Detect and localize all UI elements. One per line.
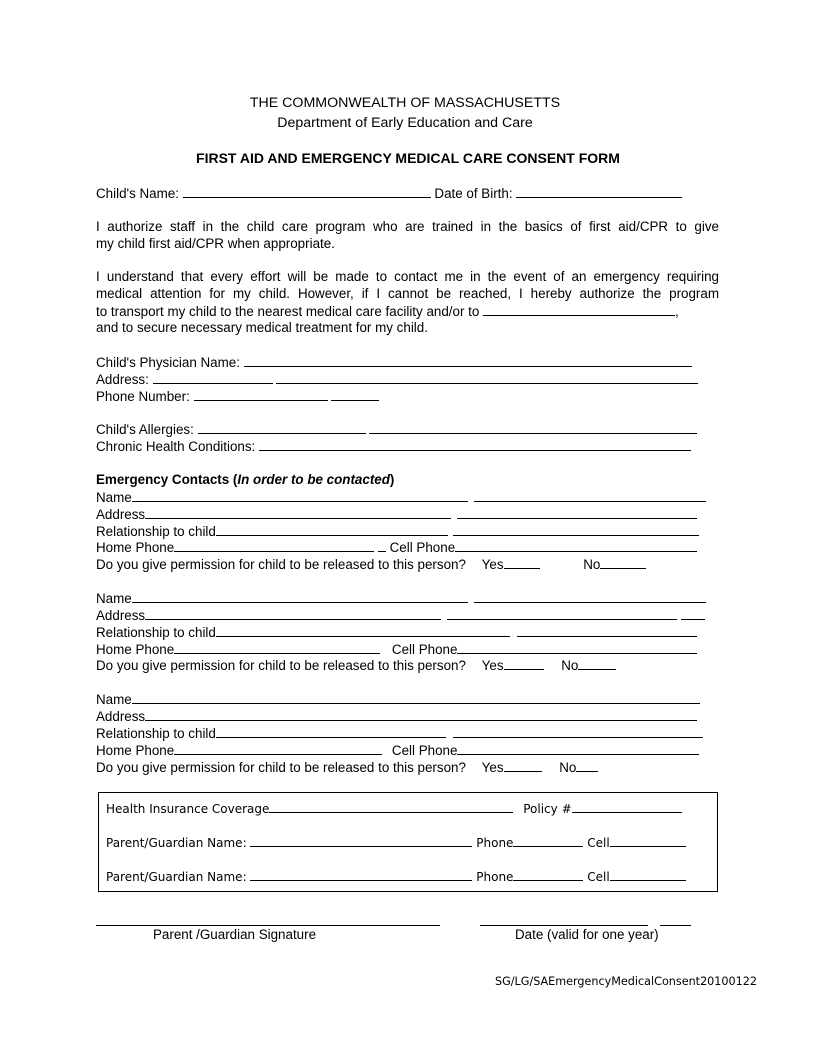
contact-2-name-row <box>96 590 706 606</box>
contact-address-label: Address <box>96 507 146 522</box>
insurance-coverage-field[interactable] <box>269 800 513 813</box>
permission-yes-label: Yes <box>481 760 504 775</box>
chronic-conditions-field[interactable] <box>259 438 691 451</box>
contact-2-name-field[interactable] <box>132 590 468 603</box>
child-info-row <box>96 185 682 201</box>
heading-italic-text: In order to be contacted <box>237 472 390 487</box>
contact-1-phone-row <box>96 539 697 555</box>
emergency-authorization-paragraph <box>96 269 719 337</box>
permission-question: Do you give permission for child to be released to this person? <box>96 760 466 775</box>
guardian-2-row <box>106 868 686 884</box>
contact-name-label: Name <box>96 490 132 505</box>
paragraph-line: I authorize staff in the child care program who are trained in the basics of first aid/CPR to give <box>96 219 719 234</box>
physician-phone-field[interactable] <box>194 388 328 401</box>
allergies-field-1[interactable] <box>198 421 366 434</box>
paragraph-line: I understand that every effort will be made to contact me in the event of an emergency requiring <box>96 269 719 284</box>
contact-3-permission-row <box>96 759 598 775</box>
contact-2-address-field[interactable] <box>145 607 441 620</box>
contact-cell-phone-label: Cell Phone <box>391 642 458 657</box>
dob-field[interactable] <box>516 185 682 198</box>
contact-address-label: Address <box>96 709 146 724</box>
dob-label: Date of Birth: <box>434 186 513 201</box>
first-aid-authorization-paragraph <box>96 219 719 253</box>
guardian-1-name-field[interactable] <box>250 834 472 847</box>
physician-name-label: Child's Physician Name: <box>96 355 240 370</box>
contact-3-permission-yes-field[interactable] <box>504 759 542 772</box>
contact-1-address-row <box>96 506 697 522</box>
physician-address-row <box>96 371 698 387</box>
contact-1-address-field[interactable] <box>145 506 451 519</box>
guardian-cell-label: Cell <box>587 836 610 850</box>
policy-number-label: Policy # <box>523 802 572 816</box>
permission-no-label: No <box>583 557 601 572</box>
contact-3-address-field[interactable] <box>145 708 697 721</box>
contact-home-phone-label: Home Phone <box>96 642 175 657</box>
guardian-1-row <box>106 834 686 850</box>
permission-no-label: No <box>559 760 577 775</box>
contact-1-name-field-2[interactable] <box>474 489 706 502</box>
guardian-name-label: Parent/Guardian Name: <box>106 870 247 884</box>
date-line[interactable] <box>480 924 648 926</box>
contact-address-label: Address <box>96 608 146 623</box>
insurance-coverage-row <box>106 800 682 816</box>
permission-yes-label: Yes <box>481 658 504 673</box>
chronic-conditions-row <box>96 438 691 454</box>
contact-2-relationship-field-2[interactable] <box>517 624 697 637</box>
physician-address-label: Address: <box>96 372 149 387</box>
contact-2-phone-row <box>96 641 697 657</box>
paragraph-line: and to secure necessary medical treatment for my child. <box>96 320 428 336</box>
permission-no-label: No <box>561 658 579 673</box>
child-name-field[interactable] <box>183 185 431 198</box>
guardian-1-cell-field[interactable] <box>610 834 686 847</box>
signature-line[interactable] <box>96 924 440 926</box>
contact-2-name-field-2[interactable] <box>474 590 706 603</box>
paragraph-line: to transport my child to the nearest medical care facility and/or to , <box>96 303 679 319</box>
guardian-phone-label: Phone <box>476 836 514 850</box>
paragraph-line-text: to transport my child to the nearest medical care facility and/or to <box>96 303 480 319</box>
contact-1-permission-no-field[interactable] <box>600 556 646 569</box>
contact-2-permission-yes-field[interactable] <box>504 657 544 670</box>
physician-phone-row <box>96 388 379 404</box>
contact-1-relationship-field[interactable] <box>216 523 448 536</box>
guardian-1-phone-field[interactable] <box>513 834 583 847</box>
contact-1-name-field[interactable] <box>132 489 468 502</box>
contact-3-relationship-row <box>96 725 703 741</box>
paragraph-line: medical attention for my child. However, if I cannot be reached, I hereby authorize the program <box>96 285 719 301</box>
guardian-cell-label: Cell <box>587 870 610 884</box>
contact-relationship-label: Relationship to child <box>96 726 216 741</box>
guardian-2-phone-field[interactable] <box>513 868 583 881</box>
form-code: SG/LG/SAEmergencyMedicalConsent20100122 <box>495 975 758 988</box>
signature-label: Parent /Guardian Signature <box>153 927 317 942</box>
contact-1-name-row <box>96 489 706 505</box>
contact-2-permission-no-field[interactable] <box>578 657 616 670</box>
contact-3-relationship-field-2[interactable] <box>453 725 703 738</box>
allergies-field-2[interactable] <box>369 421 697 434</box>
insurance-coverage-label: Health Insurance Coverage <box>106 802 270 816</box>
contact-2-home-phone-field[interactable] <box>174 641 380 654</box>
guardian-phone-label: Phone <box>476 870 514 884</box>
guardian-name-label: Parent/Guardian Name: <box>106 836 247 850</box>
contact-3-cell-phone-field[interactable] <box>457 742 699 755</box>
contact-home-phone-label: Home Phone <box>96 540 175 555</box>
heading-text: Emergency Contacts ( <box>96 472 238 487</box>
guardian-2-cell-field[interactable] <box>610 868 686 881</box>
contact-1-home-phone-ext[interactable] <box>378 539 386 552</box>
contact-cell-phone-label: Cell Phone <box>391 743 458 758</box>
permission-question: Do you give permission for child to be released to this person? <box>96 557 466 572</box>
contact-1-cell-phone-field[interactable] <box>455 539 697 552</box>
contact-3-phone-row <box>96 742 699 758</box>
contact-2-address-field-2[interactable] <box>447 607 677 620</box>
agency-name: THE COMMONWEALTH OF MASSACHUSETTS <box>249 95 561 111</box>
chronic-conditions-label: Chronic Health Conditions: <box>96 439 256 454</box>
contact-3-relationship-field[interactable] <box>216 725 446 738</box>
contact-3-name-row <box>96 691 700 707</box>
physician-phone-ext-field[interactable] <box>331 388 379 401</box>
contact-relationship-label: Relationship to child <box>96 625 216 640</box>
emergency-contacts-heading <box>96 472 394 487</box>
contact-3-home-phone-field[interactable] <box>174 742 382 755</box>
physician-name-field[interactable] <box>244 354 692 367</box>
alternate-facility-field[interactable] <box>483 303 675 316</box>
permission-question: Do you give permission for child to be released to this person? <box>96 658 466 673</box>
child-name-label: Child's Name: <box>96 186 179 201</box>
date-label: Date (valid for one year) <box>515 927 659 942</box>
contact-2-relationship-row <box>96 624 697 640</box>
department-name: Department of Early Education and Care <box>277 115 533 131</box>
physician-address-field-2[interactable] <box>276 371 698 384</box>
contact-1-address-field-2[interactable] <box>457 506 697 519</box>
paragraph-line: my child first aid/CPR when appropriate. <box>96 235 335 251</box>
physician-phone-label: Phone Number: <box>96 389 190 404</box>
contact-3-name-field[interactable] <box>132 691 700 704</box>
contact-3-permission-no-field[interactable] <box>576 759 598 772</box>
policy-number-field[interactable] <box>572 800 682 813</box>
contact-cell-phone-label: Cell Phone <box>389 540 456 555</box>
contact-2-relationship-field[interactable] <box>216 624 510 637</box>
physician-address-field-1[interactable] <box>153 371 273 384</box>
contact-1-home-phone-field[interactable] <box>174 539 374 552</box>
contact-3-address-row <box>96 708 697 724</box>
contact-2-cell-phone-field[interactable] <box>457 641 697 654</box>
contact-home-phone-label: Home Phone <box>96 743 175 758</box>
contact-relationship-label: Relationship to child <box>96 524 216 539</box>
contact-1-permission-yes-field[interactable] <box>504 556 540 569</box>
contact-name-label: Name <box>96 692 132 707</box>
insurance-box <box>98 792 718 892</box>
contact-1-relationship-row <box>96 523 699 539</box>
contact-1-permission-row <box>96 556 646 572</box>
contact-name-label: Name <box>96 591 132 606</box>
date-line-extra[interactable] <box>660 924 691 926</box>
permission-yes-label: Yes <box>481 557 504 572</box>
contact-2-address-field-3[interactable] <box>681 607 705 620</box>
contact-2-address-row <box>96 607 705 623</box>
allergies-label: Child's Allergies: <box>96 422 194 437</box>
heading-close: ) <box>389 472 395 487</box>
guardian-2-name-field[interactable] <box>250 868 472 881</box>
contact-1-relationship-field-2[interactable] <box>453 523 699 536</box>
allergies-row <box>96 421 697 437</box>
contact-2-permission-row <box>96 657 616 673</box>
form-title: FIRST AID AND EMERGENCY MEDICAL CARE CONSENT FORM <box>196 150 620 166</box>
physician-name-row <box>96 354 692 370</box>
